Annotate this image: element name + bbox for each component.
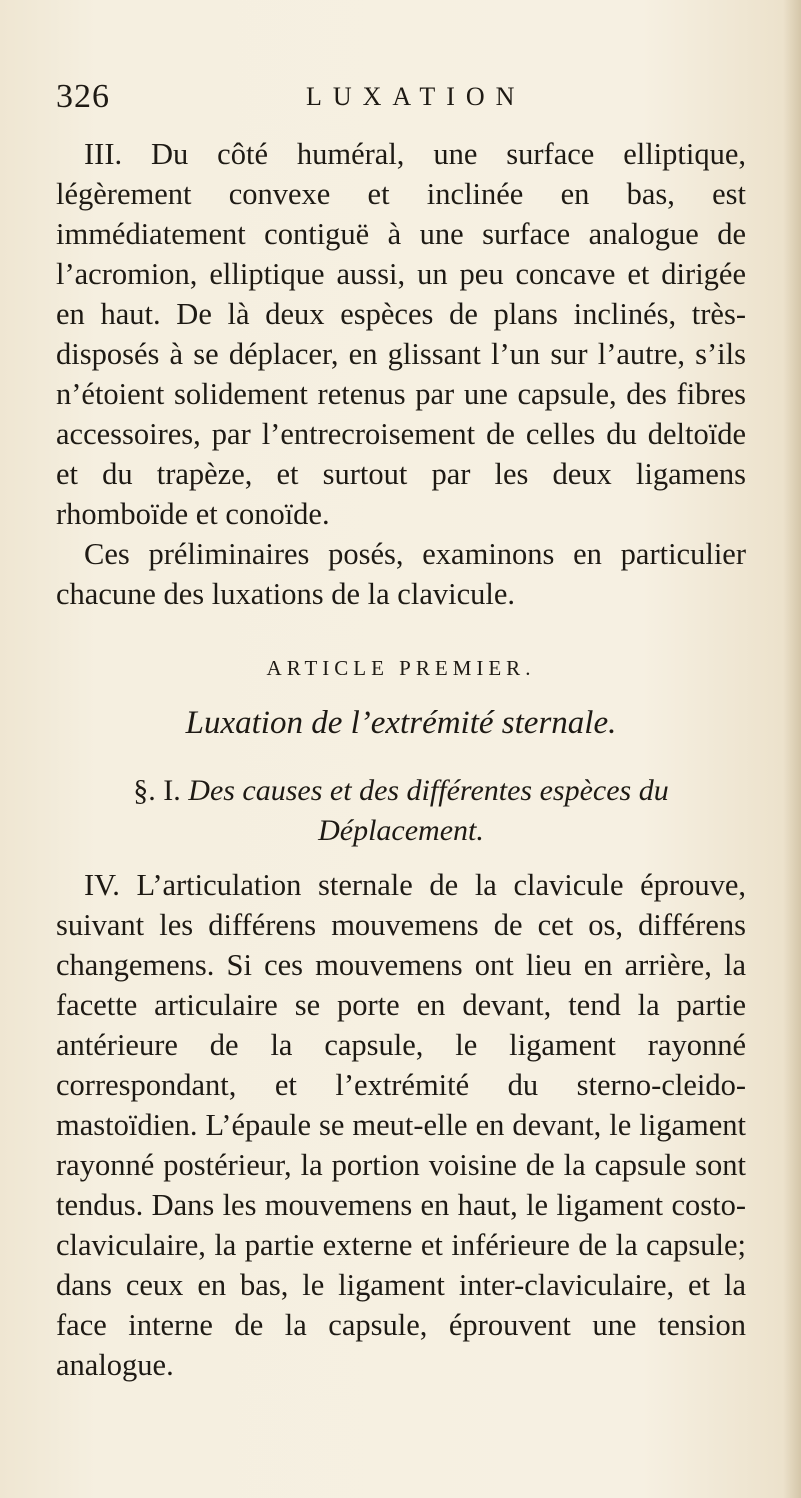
paragraph-iv bbox=[56, 865, 746, 1385]
page-content bbox=[56, 78, 746, 1385]
running-title: LUXATION bbox=[306, 82, 526, 111]
article-title: Luxation de l’extrémité sternale. bbox=[185, 705, 617, 741]
paragraph-text: Du côté huméral, une surface elliptique, légèrement convexe et inclinée en bas, est immédiatement contiguë à une surface analogue de l’acromion, elliptique aussi, un peu concave et dirigée en haut. De là deux espèces de plans inclinés, très-disposés à se déplacer, en glissant l’un sur l’autre, s’ils n’étoient solidement retenus par une capsule, des fibres accessoires, par l’entrecroisement de celles du deltoïde et du trapèze, et surtout par les deux ligamens rhomboïde et conoïde. bbox=[56, 137, 747, 531]
article-heading: ARTICLE PREMIER. bbox=[266, 656, 536, 680]
paragraph-text: Ces préliminaires posés, examinons en particulier chacune des luxations de la clavicule. bbox=[56, 537, 746, 611]
paragraph-preliminaries bbox=[56, 534, 746, 614]
paragraph-numeral: III. bbox=[84, 137, 123, 171]
section-marker: §. I. bbox=[133, 774, 181, 807]
section-title: Des causes et des différentes espèces du Déplacement. bbox=[188, 774, 669, 847]
running-head bbox=[56, 78, 746, 118]
paragraph-iii bbox=[56, 134, 746, 534]
section-heading bbox=[56, 771, 746, 851]
paragraph-numeral: IV. bbox=[84, 868, 120, 902]
paragraph-text: L’articulation sternale de la clavicule éprouve, suivant les différens mouvemens de cet os, différens changemens. Si ces mouvemens ont lieu en arrière, la facette articulaire se porte en devant, tend la partie antérieure de la capsule, le ligament rayonné correspondant, et l’extrémité du sterno-cleido-mastoïdien. L’épaule se meut-elle en devant, le ligament rayonné postérieur, la portion voisine de la capsule sont tendus. Dans les mouvemens en haut, le ligament costo-claviculaire, la partie externe et inférieure de la capsule; dans ceux en bas, le ligament inter-claviculaire, et la face interne de la capsule, éprouvent une tension analogue. bbox=[56, 868, 746, 1382]
page-edge-shadow bbox=[783, 0, 801, 1498]
page-number: 326 bbox=[56, 78, 110, 115]
